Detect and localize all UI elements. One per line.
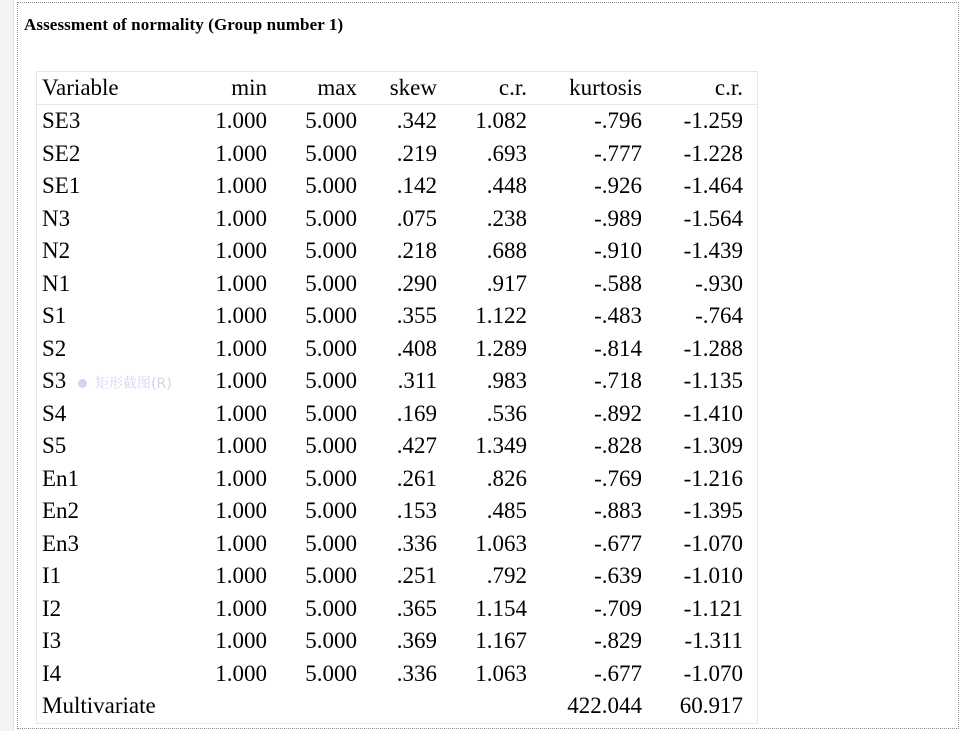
cell-max: 5.000: [305, 498, 357, 523]
column-header-skew-cr: c.r.: [437, 72, 527, 105]
column-header-max: max: [267, 72, 357, 105]
cell-kurtosis: -.829: [594, 628, 642, 653]
cell-skew: .336: [396, 530, 437, 556]
cell-min: 1.000: [215, 660, 267, 686]
table-row: [37, 138, 758, 171]
multivariate-row: [37, 690, 758, 723]
table-title: Assessment of normality (Group number 1): [24, 15, 344, 34]
cell-variable: SE1: [42, 173, 81, 198]
cell-skew: .342: [396, 108, 437, 133]
cell-kurtosis-cr: -1.464: [683, 173, 743, 198]
cell-kurtosis-cr: -1.216: [683, 465, 743, 491]
cell-variable: SE3: [42, 108, 81, 133]
multivariate-kurtosis: 422.044: [567, 693, 642, 718]
cell-kurtosis: -.926: [594, 173, 642, 198]
cell-min: 1.000: [215, 335, 267, 361]
cell-kurtosis: -.989: [594, 205, 642, 231]
table-row: [37, 593, 758, 626]
cell-skew: .261: [396, 465, 437, 491]
cell-max: 5.000: [305, 433, 357, 458]
cell-kurtosis-cr: -1.010: [683, 563, 743, 588]
table-row: [37, 430, 758, 463]
table-row: [37, 170, 758, 203]
cell-max: 5.000: [305, 628, 357, 653]
table-row: [37, 333, 758, 366]
cell-variable: S2: [42, 335, 67, 361]
cell-min: 1.000: [215, 108, 267, 133]
cell-variable: En2: [42, 498, 80, 523]
table-row: [37, 203, 758, 236]
record-dot-icon: [78, 379, 87, 388]
table-row: [37, 495, 758, 528]
column-header-min: min: [192, 72, 267, 105]
cell-min: 1.000: [215, 628, 267, 653]
table-row: [37, 105, 758, 138]
cell-min: 1.000: [215, 400, 267, 426]
cell-variable: En3: [42, 530, 80, 556]
cell-kurtosis-cr: -1.070: [683, 530, 743, 556]
cell-kurtosis-cr: -1.311: [684, 628, 743, 653]
column-header-skew: skew: [357, 72, 437, 105]
cell-min: 1.000: [215, 368, 267, 393]
cell-max: 5.000: [305, 173, 357, 198]
cell-min: 1.000: [215, 563, 267, 588]
cell-variable: I4: [42, 660, 62, 686]
cell-skew: .427: [396, 433, 437, 458]
cell-skew: .369: [396, 628, 437, 653]
cell-variable: S5: [42, 433, 67, 458]
table-row: [37, 560, 758, 593]
cell-variable: N1: [42, 270, 71, 296]
cell-max: 5.000: [305, 108, 357, 133]
multivariate-kurtosis-cr: 60.917: [679, 693, 743, 718]
output-panel: [17, 2, 959, 729]
cell-skew-cr: 1.167: [475, 628, 527, 653]
cell-kurtosis: -.814: [594, 335, 642, 361]
cell-max: 5.000: [305, 595, 357, 621]
cell-skew: .408: [396, 335, 437, 361]
cell-skew-cr: 1.082: [475, 108, 527, 133]
cell-variable: SE2: [42, 140, 81, 166]
cell-max: 5.000: [305, 530, 357, 556]
cell-skew-cr: 1.063: [475, 530, 527, 556]
cell-variable: N2: [42, 238, 71, 263]
cell-skew-cr: .693: [486, 140, 527, 166]
cell-variable: En1: [42, 465, 80, 491]
multivariate-skew: [357, 690, 437, 723]
cell-skew: .153: [396, 498, 437, 523]
cell-skew: .218: [396, 238, 437, 263]
cell-skew-cr: 1.289: [475, 335, 527, 361]
cell-skew: .365: [396, 595, 437, 621]
cell-skew: .290: [396, 270, 437, 296]
cell-kurtosis-cr: -1.121: [683, 595, 743, 621]
cell-kurtosis: -.709: [594, 595, 642, 621]
cell-kurtosis: -.677: [594, 660, 642, 686]
cell-skew-cr: .792: [486, 563, 527, 588]
column-header-kurtosis: kurtosis: [527, 72, 642, 105]
multivariate-max: [267, 690, 357, 723]
cell-skew: .169: [396, 400, 437, 426]
cell-kurtosis: -.677: [594, 530, 642, 556]
cell-kurtosis: -.777: [594, 140, 642, 166]
cell-min: 1.000: [215, 498, 267, 523]
cell-max: 5.000: [305, 205, 357, 231]
cell-skew-cr: .983: [486, 368, 527, 393]
cell-max: 5.000: [305, 465, 357, 491]
cell-kurtosis-cr: -1.564: [683, 205, 743, 231]
cell-kurtosis: -.883: [594, 498, 642, 523]
cell-variable: S1: [42, 303, 67, 328]
cell-kurtosis: -.769: [594, 465, 642, 491]
cell-kurtosis-cr: -1.259: [683, 108, 743, 133]
cell-skew-cr: 1.154: [475, 595, 527, 621]
cell-kurtosis-cr: -.764: [695, 303, 743, 328]
cell-min: 1.000: [215, 595, 267, 621]
table-header-row: [37, 72, 758, 105]
cell-skew-cr: .826: [486, 465, 527, 491]
table-row: [37, 268, 758, 301]
cell-kurtosis-cr: -1.395: [683, 498, 743, 523]
cell-skew-cr: .917: [486, 270, 527, 296]
cell-skew: .355: [396, 303, 437, 328]
cell-kurtosis-cr: -.930: [695, 270, 743, 296]
cell-kurtosis: -.483: [594, 303, 642, 328]
cell-skew-cr: 1.349: [475, 433, 527, 458]
cell-max: 5.000: [305, 140, 357, 166]
table-row: [37, 235, 758, 268]
cell-kurtosis-cr: -1.070: [683, 660, 743, 686]
multivariate-skew-cr: [437, 690, 527, 723]
cell-min: 1.000: [215, 465, 267, 491]
table-row: [37, 398, 758, 431]
multivariate-label: Multivariate: [42, 693, 156, 718]
normality-table: [36, 71, 758, 724]
table-body: [37, 105, 758, 724]
screenshot-tool-overlay[interactable]: [78, 370, 172, 396]
multivariate-min: [192, 690, 267, 723]
cell-variable: N3: [42, 205, 71, 231]
cell-variable: I2: [42, 595, 62, 621]
cell-max: 5.000: [305, 335, 357, 361]
cell-min: 1.000: [215, 530, 267, 556]
cell-kurtosis: -.796: [594, 108, 642, 133]
cell-skew-cr: 1.063: [475, 660, 527, 686]
cell-min: 1.000: [215, 205, 267, 231]
table-row: [37, 658, 758, 691]
cell-variable: S3: [42, 368, 67, 393]
cell-kurtosis: -.828: [594, 433, 642, 458]
cell-max: 5.000: [305, 660, 357, 686]
column-header-variable: Variable: [37, 72, 193, 105]
screenshot-tool-label: 矩形截图(R): [95, 376, 172, 392]
cell-kurtosis: -.910: [594, 238, 642, 263]
cell-skew-cr: .536: [486, 400, 527, 426]
cell-skew-cr: .485: [486, 498, 527, 523]
cell-kurtosis-cr: -1.309: [683, 433, 743, 458]
cell-kurtosis: -.718: [594, 368, 642, 393]
table-row: [37, 300, 758, 333]
cell-kurtosis: -.588: [594, 270, 642, 296]
cell-kurtosis-cr: -1.228: [683, 140, 743, 166]
table-row: [37, 463, 758, 496]
cell-skew: .311: [397, 368, 437, 393]
cell-skew-cr: .688: [486, 238, 527, 263]
cell-skew-cr: 1.122: [475, 303, 527, 328]
cell-variable: I3: [42, 628, 62, 653]
cell-variable: I1: [42, 563, 62, 588]
cell-min: 1.000: [215, 303, 267, 328]
cell-max: 5.000: [305, 303, 357, 328]
cell-kurtosis-cr: -1.439: [683, 238, 743, 263]
table-row: [37, 528, 758, 561]
cell-max: 5.000: [305, 400, 357, 426]
cell-skew: .219: [396, 140, 437, 166]
cell-kurtosis-cr: -1.288: [683, 335, 743, 361]
cell-min: 1.000: [215, 140, 267, 166]
cell-max: 5.000: [305, 563, 357, 588]
cell-min: 1.000: [215, 238, 267, 263]
cell-skew: .251: [396, 563, 437, 588]
cell-max: 5.000: [305, 368, 357, 393]
cell-skew: .075: [396, 205, 437, 231]
cell-skew-cr: .238: [486, 205, 527, 231]
cell-skew-cr: .448: [486, 173, 527, 198]
cell-min: 1.000: [215, 270, 267, 296]
cell-kurtosis: -.892: [594, 400, 642, 426]
cell-kurtosis: -.639: [594, 563, 642, 588]
left-margin-strip: [0, 0, 14, 731]
cell-variable: S4: [42, 400, 67, 426]
table-row: [37, 625, 758, 658]
cell-max: 5.000: [305, 238, 357, 263]
cell-min: 1.000: [215, 173, 267, 198]
column-header-kurtosis-cr: c.r.: [642, 72, 758, 105]
cell-min: 1.000: [215, 433, 267, 458]
cell-skew: .336: [396, 660, 437, 686]
cell-kurtosis-cr: -1.135: [683, 368, 743, 393]
cell-skew: .142: [396, 173, 437, 198]
cell-max: 5.000: [305, 270, 357, 296]
cell-kurtosis-cr: -1.410: [683, 400, 743, 426]
